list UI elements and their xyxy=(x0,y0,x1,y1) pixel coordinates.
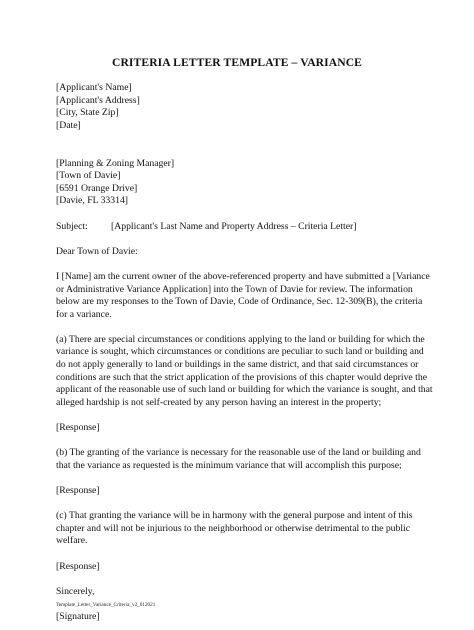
signature-placeholder: [Signature] xyxy=(56,610,100,622)
criterion-b-line: that the variance as requested is the minimum variance that will accomplish this purpose; xyxy=(56,459,402,471)
letter-date: [Date] xyxy=(56,119,81,131)
criterion-c-paragraph xyxy=(56,510,424,548)
recipient-organization: [Town of Davie] xyxy=(56,170,121,182)
subject-text: [Applicant's Last Name and Property Address – Criteria Letter] xyxy=(111,220,357,232)
criterion-a-line: variance is sought, which circumstances or conditions are peculiar to such land or building and xyxy=(56,346,424,358)
document-title: CRITERIA LETTER TEMPLATE – VARIANCE xyxy=(111,56,363,69)
criterion-a-line: alleged hardship is not self-created by any person having an interest in the property; xyxy=(56,396,382,408)
intro-paragraph xyxy=(56,270,430,321)
recipient-city-state-zip: [Davie, FL 33314] xyxy=(56,195,129,207)
criterion-c-line: welfare. xyxy=(56,535,88,547)
intro-line: I [Name] am the current owner of the above-referenced property and have submitted a [Variance xyxy=(56,270,430,282)
response-a: [Response] xyxy=(56,422,100,434)
criterion-c-line: (c) That granting the variance will be in harmony with the general purpose and intent of this xyxy=(56,510,413,522)
applicant-city-state-zip: [City, State Zip] xyxy=(56,107,119,119)
letter-body xyxy=(56,82,433,624)
criterion-a-line: conditions are such that the strict application of the provisions of this chapter would deprive the xyxy=(56,371,427,383)
footer-filename: Template_Letter_Variance_Criteria_v2_012021 xyxy=(56,602,156,608)
criterion-b-paragraph xyxy=(56,447,424,472)
criterion-a-line: do not apply generally to land or buildings in the same district, and that said circumstances or xyxy=(56,359,419,371)
intro-line: for a variance. xyxy=(56,308,112,320)
criterion-a-line: applicant of the reasonable use of such land or building for which the variance is sought, and that xyxy=(56,384,433,396)
criterion-a-line: (a) There are special circumstances or conditions applying to the land or building for which the xyxy=(56,333,425,345)
applicant-block xyxy=(56,82,424,132)
criterion-a-paragraph xyxy=(56,333,433,410)
criterion-b-line: (b) The granting of the variance is necessary for the reasonable use of the land or building and xyxy=(56,447,421,459)
criterion-c-line: chapter and will not be injurious to the neighborhood or otherwise detrimental to the public xyxy=(56,522,411,534)
intro-line: below are my responses to the Town of Davie, Code of Ordinance, Sec. 12-309(B), the criteria xyxy=(56,296,423,308)
recipient-street: [6591 Orange Drive] xyxy=(56,182,138,194)
recipient-block xyxy=(56,158,424,208)
salutation: Dear Town of Davie: xyxy=(56,245,138,257)
recipient-title: [Planning & Zoning Manager] xyxy=(56,157,175,169)
applicant-address: [Applicant's Address] xyxy=(56,94,140,106)
intro-line: or Administrative Variance Application] into the Town of Davie for review. The information xyxy=(56,283,413,295)
response-b: [Response] xyxy=(56,485,100,496)
subject-line xyxy=(56,221,424,234)
subject-label: Subject: xyxy=(56,220,88,232)
closing: Sincerely, xyxy=(56,585,95,597)
response-c: [Response] xyxy=(56,560,100,572)
applicant-name: [Applicant's Name] xyxy=(56,82,132,93)
